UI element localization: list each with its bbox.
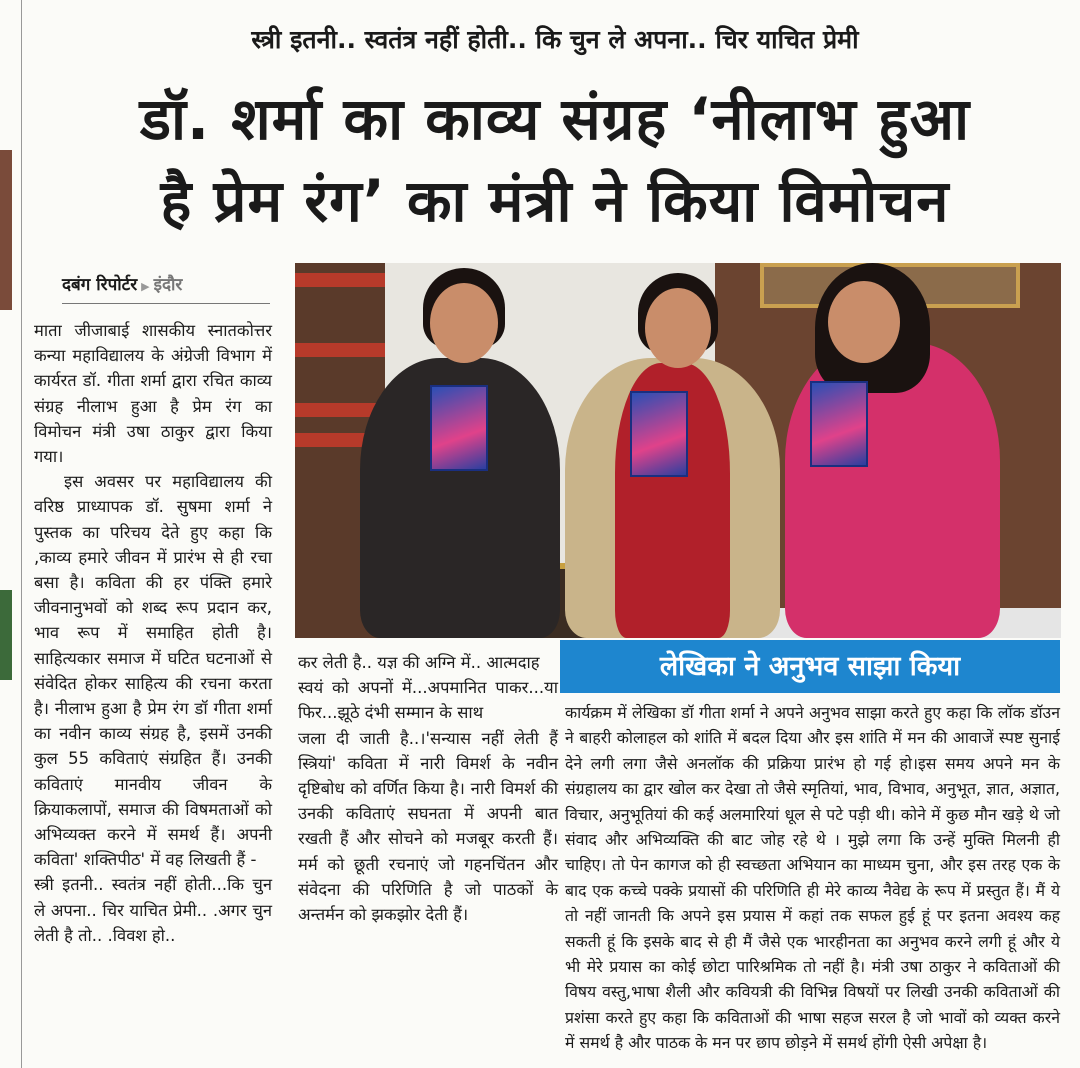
dateline-city: इंदौर [153, 275, 183, 295]
event-photo [295, 263, 1061, 638]
adjacent-photo-sliver [0, 590, 12, 680]
book-cover [630, 391, 688, 477]
adjacent-article-edge [0, 0, 22, 1068]
headline [30, 78, 1080, 242]
adjacent-photo-sliver [0, 150, 12, 310]
paragraph: माता जीजाबाई शासकीय स्नातकोत्तर कन्या महाविद्यालय के अंग्रेजी विभाग में कार्यरत डॉ. गीता शर्मा द्वारा रचित काव्य संग्रह नीलाभ हुआ है प्रेम रंग का विमोचन मंत्री उषा ठाकुर द्वारा किया गया। [34, 321, 272, 467]
arrow-icon: ▶ [141, 280, 150, 293]
poem-excerpt: कर लेती है.. यज्ञ की अग्नि में.. आत्मदाह [298, 653, 540, 672]
paragraph: जला दी जाती है..।'सन्यास नहीं लेती हैं स्त्रियां' कविता में नारी विमर्श के नवीन दृष्टिबोध को वर्णित किया है। नारी विमर्श की उनकी कविताएं सघनता में अपनी बात रखती हैं और सोचने को मजबूर करती हैं। मर्म को छूती रचनाएं जो गहनचिंतन और संवेदना की परिणिति है जो पाठकों के अन्तर्मन को झकझोर देती हैं। [298, 728, 558, 925]
paragraph: इस अवसर पर महाविद्यालय की वरिष्ठ प्राध्यापक डॉ. सुषमा शर्मा ने पुस्तक का परिचय देते हुए कहा कि ,काव्य हमारे जीवन में प्रारंभ से ही रचा बसा है। कविता की हर पंक्ति हमारे जीवनानुभवों को शब्द रूप प्रदान कर, भाव रूप में समाहित होती है। साहित्यकार समाज में घटित घटनाओं से संवेदित होकर साहित्य की रचना करता है। नीलाभ हुआ है प्रेम रंग डॉ गीता शर्मा का नवीन काव्य संग्रह है, इसमें उनकी कुल 55 कविताएं संग्रहित हैं। उनकी कविताएं मानवीय जीवन के क्रियाकलापों, समाज की विषमताओं को अभिव्यक्त करने में समर्थ हैं। अपनी कविता' शक्तिपीठ' में वह लिखती हैं - [34, 472, 272, 870]
person-face [645, 288, 711, 368]
reporter: दबंग रिपोर्टर [62, 275, 138, 295]
kicker: स्त्री इतनी.. स्वतंत्र नहीं होती.. कि चुन ले अपना.. चिर याचित प्रेमी [251, 25, 859, 54]
photo-shelf [295, 273, 385, 287]
book-cover [430, 385, 488, 471]
headline-line-2: है प्रेम रंग’ का मंत्री ने किया विमोचन [160, 167, 950, 235]
article-column-1 [34, 318, 272, 948]
person-face [430, 283, 498, 363]
paragraph: कार्यक्रम में लेखिका डॉ गीता शर्मा ने अपने अनुभव साझा करते हुए कहा कि लॉक डॉउन ने बाहरी कोलाहल को शांति में बदल दिया और इस शांति में मन की आवाजें स्पष्ट सुनाई देने लगी लगा जैसे अनलॉक की प्रक्रिया प्रारंभ हो गई हो।इस समय अपने मन के संग्रहालय का द्वार खोल कर देखा तो जैसे स्मृतियां, भाव, विभाव, अनुभूत, ज्ञात, अज्ञात, विचार, अनुभूतियां की कई अलमारियां धूल से पटे पड़ी थी। कोने में कुछ मौन खड़े थे जो संवाद और अभिव्यक्ति की बाट जोह रहे थे । मुझे लगा कि उन्हें मुक्ति मिलनी ही चाहिए। तो पेन कागज को ही स्वच्छता अभियान का माध्यम चुना, और इस तरह एक के बाद एक कच्चे पक्के प्रयासों की परिणिति ही मेरे काव्य नैवेद्य के रूप में प्रस्तुत हैं। मैं ये तो नहीं जानती कि अपने इस प्रयास में कहां तक सफल हुई हूं पर इतना अवश्य कह सकती हूं कि इसके बाद से ही मैं जैसे एक भारहीनता का अनुभव करने लगी हूं और ये भी मेरे प्रयास का कोई छोटा पारिश्रमिक तो नहीं है। मंत्री उषा ठाकुर ने कविताओं की विषय वस्तु,भाषा शैली और कवियत्री की विभिन्न विषयों पर लिखी उनकी कविताओं की प्रशंसा करते हुए कहा कि कविताओं की भाषा सहज सरल है जो भावों को व्यक्त करने में समर्थ है और पाठक के मन पर छाप छोड़ने में समर्थ होंगी ऐसी अपेक्षा है। [565, 703, 1060, 1053]
article-column-3 [565, 700, 1060, 1056]
book-cover [810, 381, 868, 467]
subheading: लेखिका ने अनुभव साझा किया [560, 640, 1060, 693]
person-face [828, 281, 900, 363]
article-column-2 [298, 650, 558, 927]
poem-excerpt: स्त्री इतनी.. स्वतंत्र नहीं होती...कि चुन ले अपना.. चिर याचित प्रेमी.. .अगर चुन लेती है तो.. .विवश हो.. [34, 875, 272, 945]
headline-line-1: डॉ. शर्मा का काव्य संग्रह ‘नीलाभ हुआ [139, 85, 971, 153]
byline [62, 272, 270, 304]
photo-shelf [295, 343, 385, 357]
poem-excerpt: स्वयं को अपनों में...अपमानित पाकर...या फिर...झूठे दंभी सम्मान के साथ [298, 678, 558, 723]
